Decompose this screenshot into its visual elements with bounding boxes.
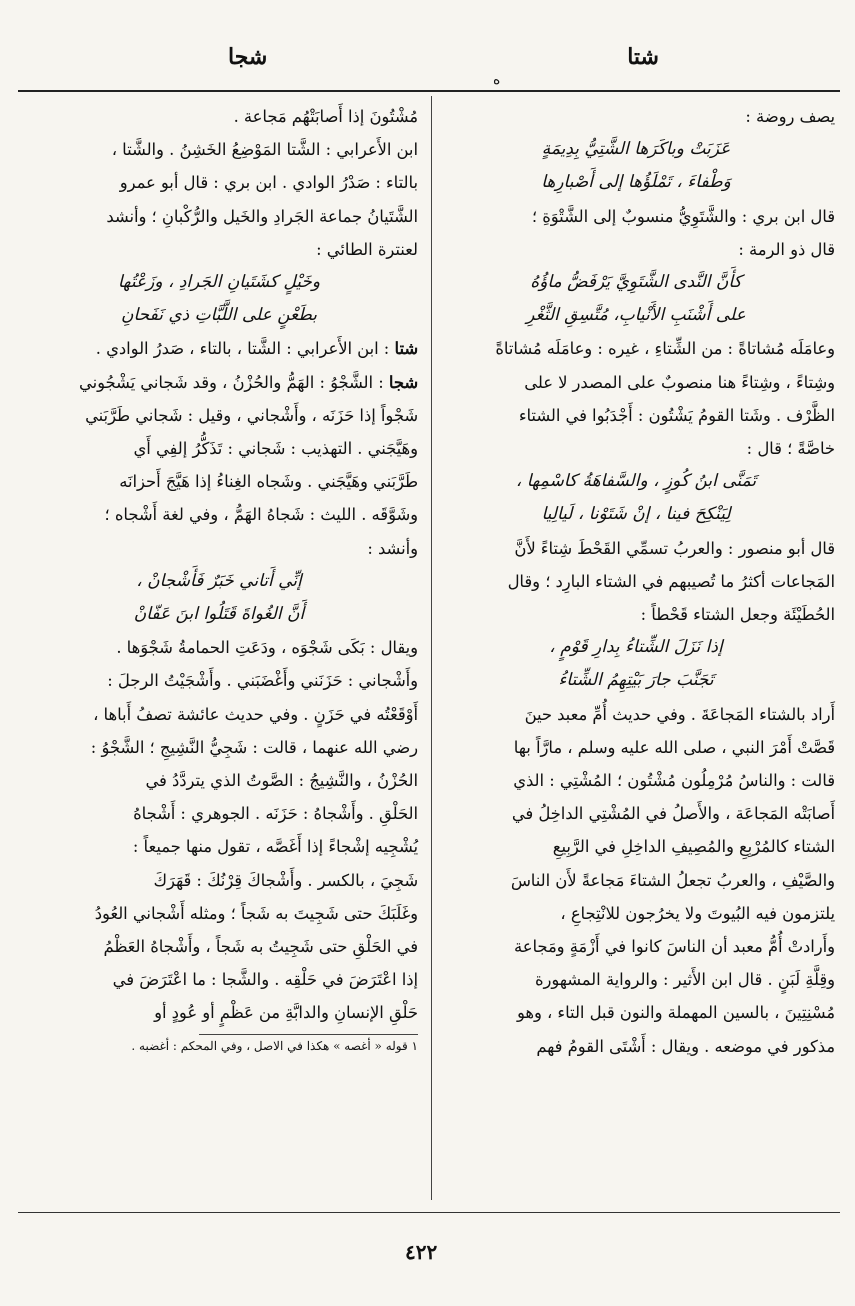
text-line: الحُطَيْئَة وجعل الشتاء قَحْطاً : bbox=[640, 605, 835, 625]
text-line: ويقال : بَكَى شَجْوَه ، ودَعَتِ الحمامةُ شَجْوَها . bbox=[116, 638, 418, 658]
text-line: وعامَلَه مُشاتاةً : من الشِّتاءِ ، غيره : وعامَلَه مُشاتاةً bbox=[495, 339, 835, 359]
text-line: مُشْتُونَ إذا أَصابَتْهُم مَجاعة . bbox=[233, 107, 418, 126]
entry-line bbox=[20, 366, 418, 399]
right-column bbox=[437, 100, 835, 1200]
entry-headword: شجا bbox=[388, 372, 418, 392]
verse-line: وَطْفاءَ ، تَمْلَؤُها إلى أَصْبارِها bbox=[541, 172, 731, 193]
verse-line: وخَيْلٍ كشَتَيانِ الجَرادِ ، وزَعْتُها bbox=[117, 272, 321, 293]
text-line: أَراد بالشتاء المَجاعَةَ . وفي حديث أُمِّ معبد حينَ bbox=[524, 704, 835, 724]
text-line: لعنترة الطائي : bbox=[316, 239, 418, 259]
verse-line: لِيَنْكِحَ فينا ، إنْ شَتَوْنا ، لَيالِيا bbox=[541, 504, 731, 525]
running-head-right: شتا bbox=[627, 44, 659, 70]
entry-line bbox=[20, 332, 418, 365]
page-number: ٤٢٢ bbox=[405, 1240, 438, 1264]
entry-text: : ابن الأَعرابي : الشَّتا ، بالتاء ، صَدرُ الوادي . bbox=[95, 339, 395, 359]
text-line: قال ذو الرمة : bbox=[738, 239, 835, 259]
text-line: حَلْقِ الإنسانِ والدابَّةِ من عَظْمٍ أو عُودٍ أو bbox=[154, 1003, 418, 1023]
text-line: وأَشْجاني : حَزَنَني وأَغْضَبَني . وأَشْجَيْتُ الرجلَ : bbox=[107, 671, 418, 691]
entry-headword: شتا bbox=[394, 339, 418, 359]
text-line: وأنشد : bbox=[367, 538, 418, 558]
text-line: يلتزمون فيه البُيوتَ ولا يخرُجون للانْتِجاعِ ، bbox=[560, 903, 835, 923]
footer-rule bbox=[18, 1212, 840, 1213]
text-line: يُشْجِيه إشْجاءً إذا أَغَصَّه ، تقول منها جميعاً : bbox=[132, 837, 418, 857]
text-line: الشتاء كالمُرْبِعِ والمُصِيفِ الداخِلِ في الرَّبِيعِ bbox=[552, 837, 835, 857]
text-line: شَجِيَ ، بالكسر . وأَشْجاكَ قِرْنُكَ : قَهَرَكَ bbox=[153, 870, 418, 890]
text-line: في الحَلْقِ حتى شَجِيتُ به شَجاً ، وأَشْجاهُ العَظْمُ bbox=[103, 937, 418, 957]
text-line: يصف روضة : bbox=[745, 107, 835, 126]
verse-line: إنِّي أَتاني خَبَرٌ فَأَشْجانْ ، bbox=[136, 570, 302, 591]
verse-line: أَنَّ الغُواةَ قَتَلُوا ابنَ عَفّانْ bbox=[133, 604, 305, 625]
text-line: أَوْقَعْتُه في حَزَنٍ . وفي حديث عائشة تصفُ أَباها ، bbox=[93, 704, 418, 724]
text-line: بالتاء : صَدْرُ الوادي . ابن بري : قال أبو عمرو bbox=[119, 173, 418, 193]
footnote: ١ قوله « أغصه » هكذا في الاصل ، وفي المحكم : أغضبه . bbox=[131, 1038, 418, 1053]
verse-line: تَمَنَّى ابنُ كُوزٍ ، والسَّفاهَةُ كاسْمِها ، bbox=[515, 471, 757, 492]
entry-text: : الشَّجْوُ : الهَمُّ والحُزْنُ ، وقد شَجاني يَشْجُوني bbox=[79, 372, 389, 392]
text-line: شَجْواً إذا حَزَنَه ، وأَشْجاني ، وقيل : شَجاني طَرَّبَني bbox=[85, 405, 418, 425]
verse-line: إذا نَزَلَ الشِّتاءُ بِدارِ قَوْمٍ ، bbox=[549, 637, 723, 658]
text-line: الحُزْنُ ، والنَّشِيجُ : الصَّوتُ الذي يتردَّدُ في bbox=[145, 771, 418, 791]
text-line: وقِلَّةِ لَبَنٍ . قال ابن الأَثير : والرواية المشهورة bbox=[534, 970, 835, 990]
text-line: وشِتاءً ، وشِتاءً هنا منصوبٌ على المصدر لا على bbox=[524, 372, 835, 392]
text-line: مُسْنِتِينَ ، بالسين المهملة والنون قبل التاء ، وهو bbox=[516, 1003, 835, 1023]
left-column bbox=[20, 100, 418, 1200]
text-line: قال ابن بري : والشَّتَوِيُّ منسوبٌ إلى الشَّتْوَةِ ؛ bbox=[531, 206, 835, 226]
running-head-left: شجا bbox=[228, 44, 268, 70]
text-line: وشَوَّقَه . الليث : شَجاهُ الهَمُّ ، وفي لغة أَشْجاه ؛ bbox=[104, 505, 418, 525]
column-divider bbox=[431, 96, 432, 1200]
text-line: المَجاعات أكثرُ ما تُصيبهم في الشتاء البارِد ؛ وقال bbox=[507, 571, 835, 591]
verse-line: على أَشْنَبِ الأَنْيابِ، مُتَّسِقِ الثَّغْرِ bbox=[526, 305, 746, 326]
text-line: الحَلْقِ . وأَشْجاهُ : حَزَنَه . الجوهري : أَشْجاهُ bbox=[133, 804, 418, 824]
header-rule bbox=[18, 90, 840, 92]
text-line: مذكور في موضعه . ويقال : أَشْتَى القومُ فهم bbox=[536, 1036, 835, 1056]
text-line: وغَلَبَكَ حتى شَجِيتَ به شَجاً ؛ ومثله أَشْجاني العُودُ bbox=[94, 903, 418, 923]
verse-line: بطَعْنٍ على اللَّبَّاتِ ذي نَفَحانِ bbox=[120, 305, 318, 326]
verse-line: كأَنَّ النَّدى الشَّتَوِيَّ يَرْفَضُّ ماؤُهُ bbox=[530, 272, 742, 293]
text-line: والصَّيْفِ ، والعربُ تجعلُ الشتاءَ مَجاعةً لأَن الناسَ bbox=[510, 870, 835, 890]
verse-line: تَجَنَّبَ جارَ بَيْتِهِمُ الشِّتاءُ bbox=[558, 670, 714, 691]
text-line: رضي الله عنهما ، قالت : شَجِيُّ النَّشِيجِ ؛ الشَّجْوُ : bbox=[90, 737, 418, 757]
text-line: الشَّتَيانُ جماعة الجَرادِ والخَيل والرُّكْبانِ ؛ وأنشد bbox=[106, 206, 418, 226]
running-head-mark: ه bbox=[493, 72, 501, 88]
text-line: وهَيَّجَني . التهذيب : شَجاني : تَذَكُّرُ إلفِي أَي bbox=[133, 439, 418, 459]
text-line: قالت : والناسُ مُرْمِلُون مُشْتُون ؛ المُشْتِي : الذي bbox=[513, 771, 835, 791]
text-line: الظَّرْف . وشَتا القومُ يَشْتُون : أَجْدَبُوا في الشتاء bbox=[518, 405, 835, 425]
verse-line: عَزَبَتْ وباكَرَها الشَّتِيُّ بِدِيمَةٍ bbox=[541, 139, 731, 160]
text-line: ابن الأَعرابي : الشَّتا المَوْضِعُ الخَشِنُ . والشَّتا ، bbox=[111, 140, 418, 160]
text-line: وأَرادتْ أُمُّ معبد أن الناسَ كانوا في أَزْمَةٍ ومَجاعة bbox=[514, 937, 835, 957]
text-line: خاصَّةً ؛ قال : bbox=[746, 439, 835, 459]
text-line: قال أبو منصور : والعربُ تسمِّي القَحْطَ شِتاءً لأَنَّ bbox=[514, 538, 835, 558]
text-line: إذا اعْتَرَضَ في حَلْقِه . والشَّجا : ما اعْتَرَضَ في bbox=[112, 970, 418, 990]
text-line: قَصَّتْ أَمْرَ النبي ، صلى الله عليه وسلم ، مارَّاً بها bbox=[513, 737, 835, 757]
text-line: أَصابَتْه المَجاعَة ، والأَصلُ في المُشْتِي الداخِلُ في bbox=[511, 804, 835, 824]
text-line: طَرَّبَني وهَيَّجَني . وشَجاه الغِناءُ إذا هَيَّجَ أَحزانَه bbox=[119, 472, 418, 492]
